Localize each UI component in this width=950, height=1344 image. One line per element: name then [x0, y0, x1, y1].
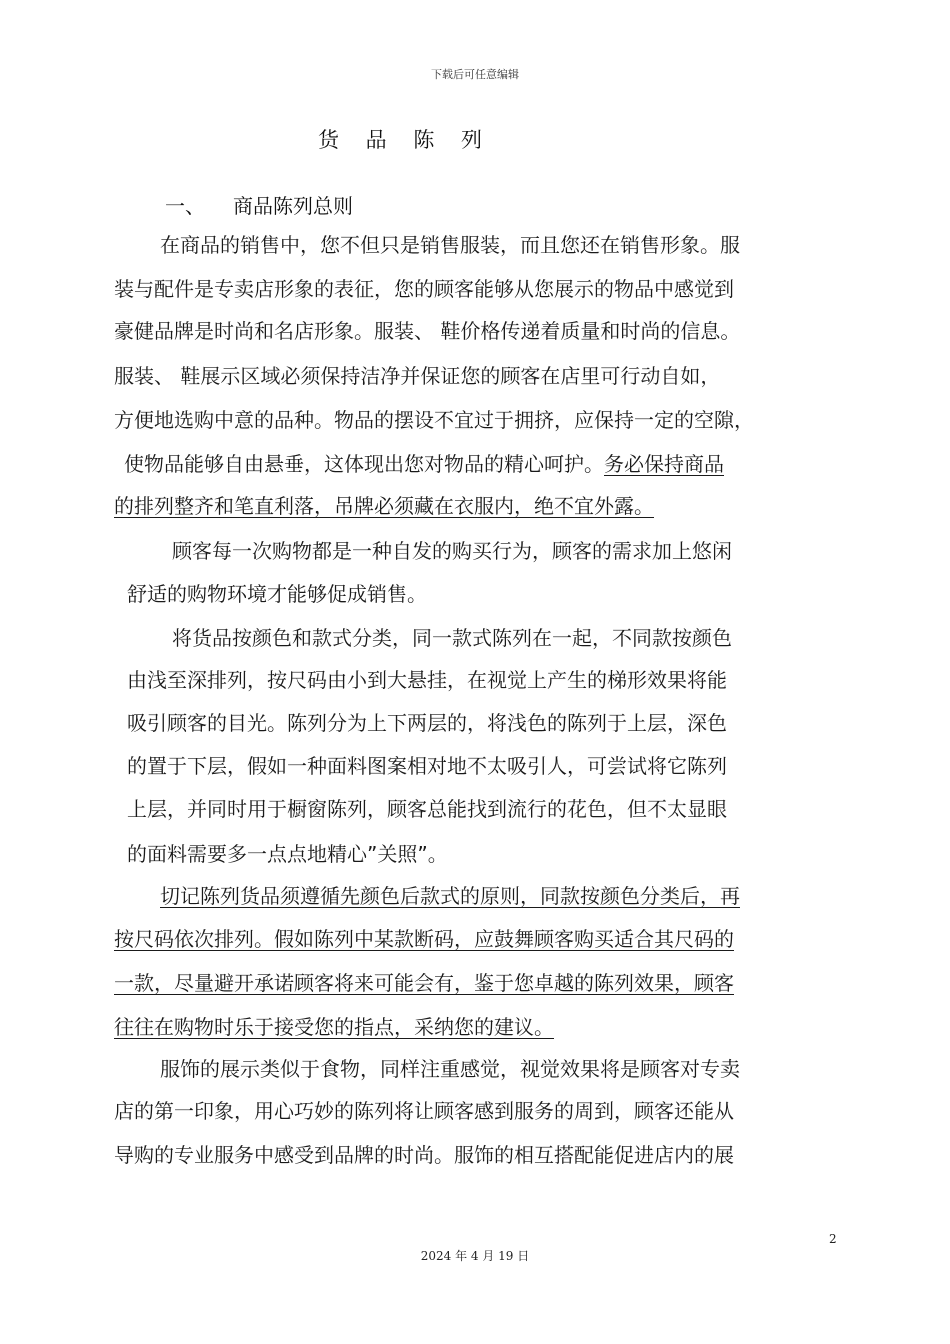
paragraph-1-line-6-underlined: 务必保持商品	[604, 452, 724, 476]
document-title: 货 品 陈 列	[318, 128, 493, 152]
paragraph-1-line-1: 在商品的销售中，您不但只是销售服装，而且您还在销售形象。服	[160, 233, 740, 257]
paragraph-3-line-6: 的面料需要多一点点地精心”关照”。	[127, 842, 448, 866]
paragraph-5-line-2: 店的第一印象，用心巧妙的陈列将让顾客感到服务的周到，顾客还能从	[114, 1099, 734, 1123]
paragraph-3-line-1: 将货品按颜色和款式分类，同一款式陈列在一起，不同款按颜色	[172, 626, 732, 650]
paragraph-1-line-5: 方便地选购中意的品种。物品的摆设不宜过于拥挤，应保持一定的空隙，	[114, 408, 754, 432]
paragraph-3-line-3: 吸引顾客的目光。陈列分为上下两层的，将浅色的陈列于上层，深色	[127, 711, 727, 735]
paragraph-2-line-2: 舒适的购物环境才能够促成销售。	[127, 582, 427, 606]
paragraph-1-line-3: 豪健品牌是时尚和名店形象。服装、 鞋价格传递着质量和时尚的信息。	[114, 319, 741, 343]
paragraph-5-line-3: 导购的专业服务中感受到品牌的时尚。服饰的相互搭配能促进店内的展	[114, 1143, 734, 1167]
paragraph-1-line-6	[124, 452, 724, 476]
paragraph-1-line-7: 的排列整齐和笔直利落，吊牌必须藏在衣服内，绝不宜外露。	[114, 494, 654, 518]
paragraph-4-line-2: 按尺码依次排列。假如陈列中某款断码，应鼓舞顾客购买适合其尺码的	[114, 927, 734, 951]
section-title: 商品陈列总则	[233, 194, 353, 218]
paragraph-4-line-3: 一款，尽量避开承诺顾客将来可能会有，鉴于您卓越的陈列效果，顾客	[114, 971, 734, 995]
paragraph-4-line-4: 往往在购物时乐于接受您的指点，采纳您的建议。	[114, 1015, 554, 1039]
section-number: 一、	[165, 194, 205, 218]
footer-date: 2024 年 4 月 19 日	[420, 1249, 530, 1263]
paragraph-1-line-6-plain: 使物品能够自由悬垂，这体现出您对物品的精心呵护。	[124, 452, 604, 476]
section-heading	[165, 190, 353, 219]
paragraph-4-line-1: 切记陈列货品须遵循先颜色后款式的原则，同款按颜色分类后，再	[160, 884, 740, 908]
page-number: 2	[829, 1232, 837, 1246]
paragraph-3-line-4: 的置于下层，假如一种面料图案相对地不太吸引人，可尝试将它陈列	[127, 754, 727, 778]
paragraph-3-line-2: 由浅至深排列，按尺码由小到大悬挂，在视觉上产生的梯形效果将能	[127, 668, 727, 692]
paragraph-5-line-1: 服饰的展示类似于食物，同样注重感觉，视觉效果将是顾客对专卖	[160, 1057, 740, 1081]
paragraph-2-line-1: 顾客每一次购物都是一种自发的购买行为，顾客的需求加上悠闲	[172, 539, 732, 563]
paragraph-1-line-4: 服装、 鞋展示区域必须保持洁净并保证您的顾客在店里可行动自如，	[114, 364, 721, 388]
paragraph-3-line-5: 上层，并同时用于橱窗陈列，顾客总能找到流行的花色，但不太显眼	[127, 797, 727, 821]
paragraph-1-line-2: 装与配件是专卖店形象的表征，您的顾客能够从您展示的物品中感觉到	[114, 277, 734, 301]
header-note: 下载后可任意编辑	[431, 68, 519, 81]
